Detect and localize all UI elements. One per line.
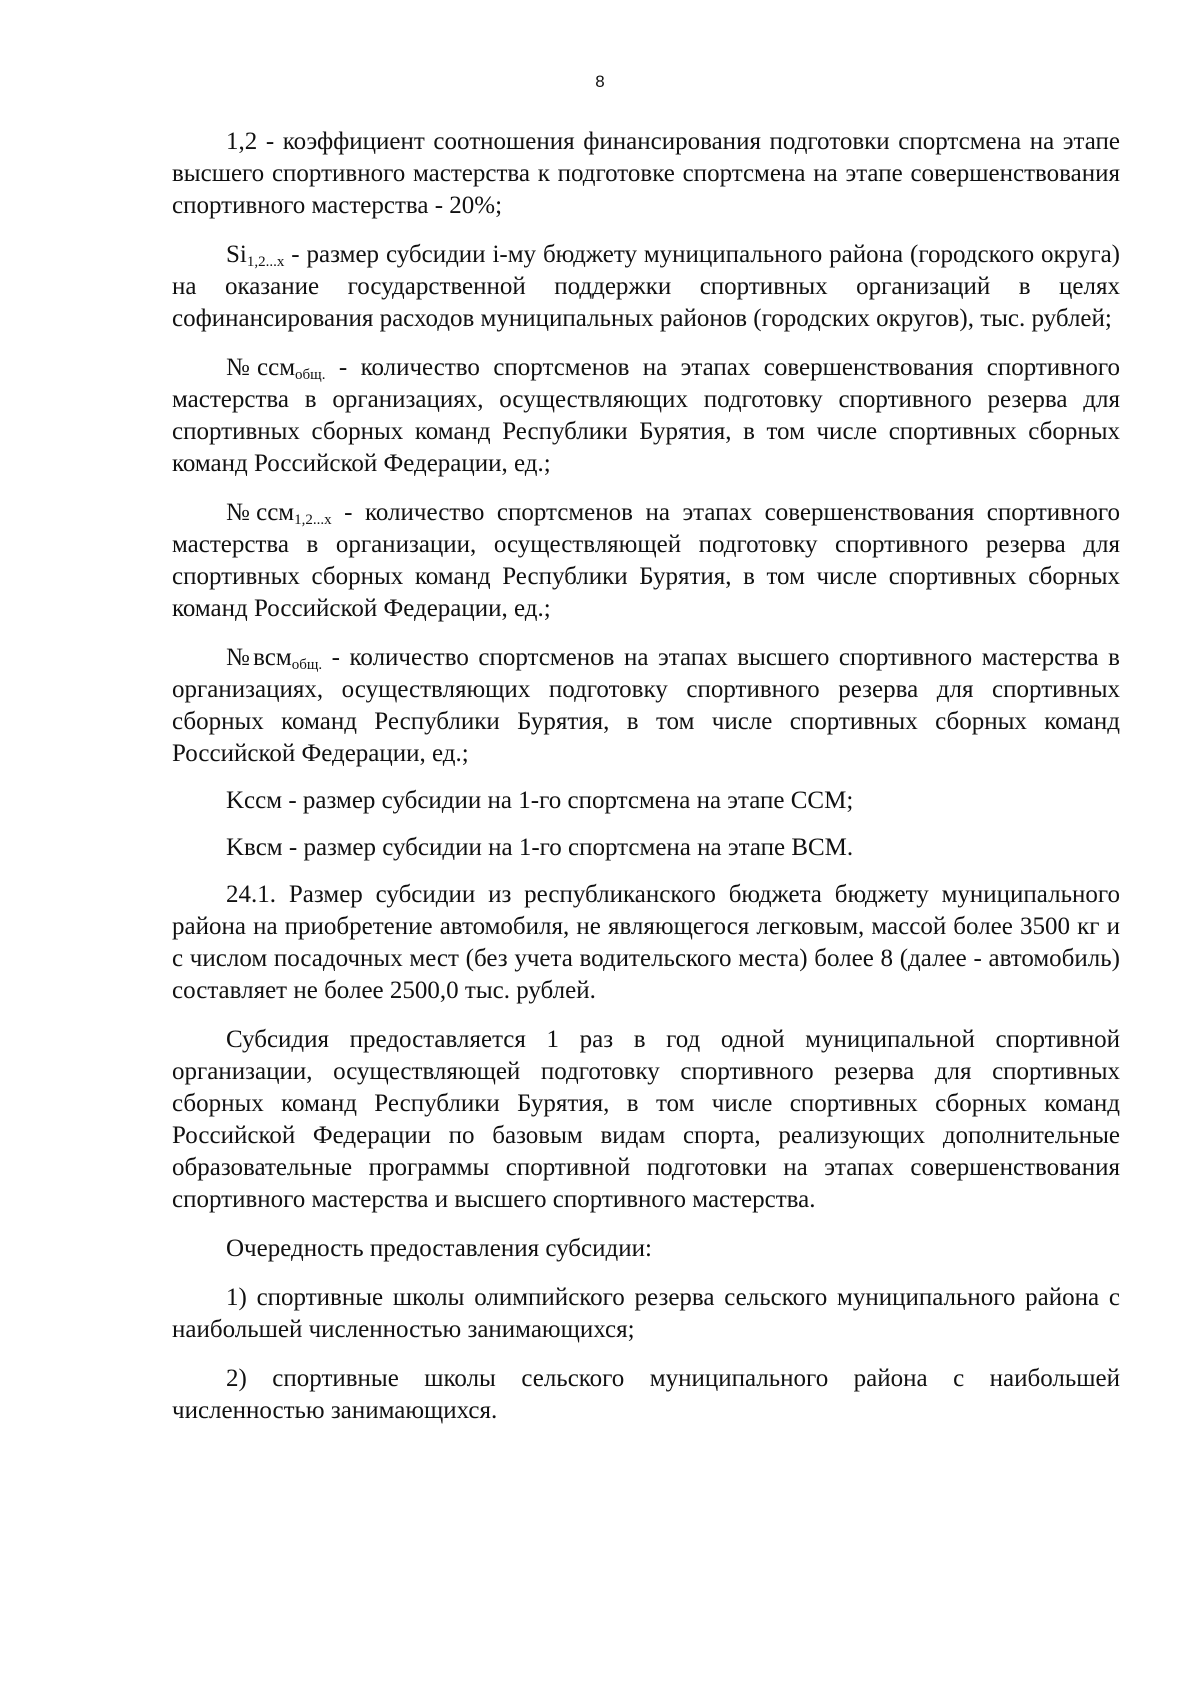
paragraph-ssm-total-definition (172, 352, 1120, 480)
formula-symbol: №ссм (226, 499, 295, 526)
document-body (172, 126, 1120, 1427)
paragraph-kssm-definition: Kссм - размер субсидии на 1-го спортсмена на этапе ССМ; (226, 787, 854, 814)
paragraph-priority-item-1: 1) спортивные школы олимпийского резерва сельского муниципального района с наибольшей численностью занимающихся; (172, 1284, 1120, 1343)
paragraph-vehicle-subsidy: 24.1. Размер субсидии из республиканского бюджета бюджету муниципального района на приобретение автомобиля, не являющегося легковым, массой более 3500 кг и с числом посадочных мест (без учета водительского места) более 8 (далее - автомобиль) составляет не более 2500,0 тыс. рублей. (172, 881, 1120, 1004)
definition-text: - количество спортсменов на этапах совершенствования спортивного мастерства в организациях, осуществляющих подготовку спортивного резерва для спортивных сборных команд Республики Бурятия, в том числе спортивных сборных команд Российской Федерации, ед.; (172, 354, 1120, 477)
paragraph-kvsm-definition: Kвсм - размер субсидии на 1-го спортсмена на этапе ВСМ. (226, 834, 854, 861)
formula-symbol: №ссм (226, 354, 296, 381)
definition-text: - количество спортсменов на этапах высшего спортивного мастерства в организациях, осуществляющих подготовку спортивного резерва для спортивных сборных команд Республики Бурятия, в том числе спортивных сборных команд Российской Федерации, ед.; (172, 644, 1120, 767)
paragraph-priority-heading: Очередность предоставления субсидии: (226, 1235, 652, 1262)
paragraph-subsidy-frequency: Субсидия предоставляется 1 раз в год одной муниципальной спортивной организации, осуществляющей подготовку спортивного резерва для спортивных сборных команд Республики Бурятия, в том числе спортивных сборных команд Российской Федерации по базовым видам спорта, реализующих дополнительные образовательные программы спортивной подготовки на этапах совершенствования спортивного мастерства и высшего спортивного мастерства. (172, 1026, 1120, 1213)
page-number: 8 (595, 72, 605, 91)
paragraph-coefficient: 1,2 - коэффициент соотношения финансирования подготовки спортсмена на этапе высшего спортивного мастерства к подготовке спортсмена на этапе совершенствования спортивного мастерства - 20%; (172, 128, 1120, 219)
definition-text: - количество спортсменов на этапах совершенствования спортивного мастерства в организации, осуществляющей подготовку спортивного резерва для спортивных сборных команд Республики Бурятия, в том числе спортивных сборных команд Российской Федерации, ед.; (172, 499, 1120, 622)
formula-symbol: №всм (226, 644, 292, 671)
paragraph-subsidy-size-definition (172, 239, 1120, 335)
paragraph-priority-item-2: 2) спортивные школы сельского муниципального района с наибольшей численностью занимающихся. (172, 1365, 1120, 1424)
paragraph-vsm-total-definition (172, 642, 1120, 770)
formula-symbol: Si (226, 241, 247, 268)
formula-subscript: 1,2...x (246, 254, 285, 270)
paragraph-ssm-organization-definition (172, 497, 1120, 625)
formula-subscript: 1,2...x (294, 512, 332, 528)
formula-subscript: общ. (295, 367, 326, 383)
definition-text: - размер субсидии i-му бюджету муниципального района (городского округа) на оказание государственной поддержки спортивных организаций в целях софинансирования расходов муниципальных районов (городских округов), тыс. рублей; (172, 241, 1120, 332)
formula-subscript: общ. (291, 657, 323, 673)
